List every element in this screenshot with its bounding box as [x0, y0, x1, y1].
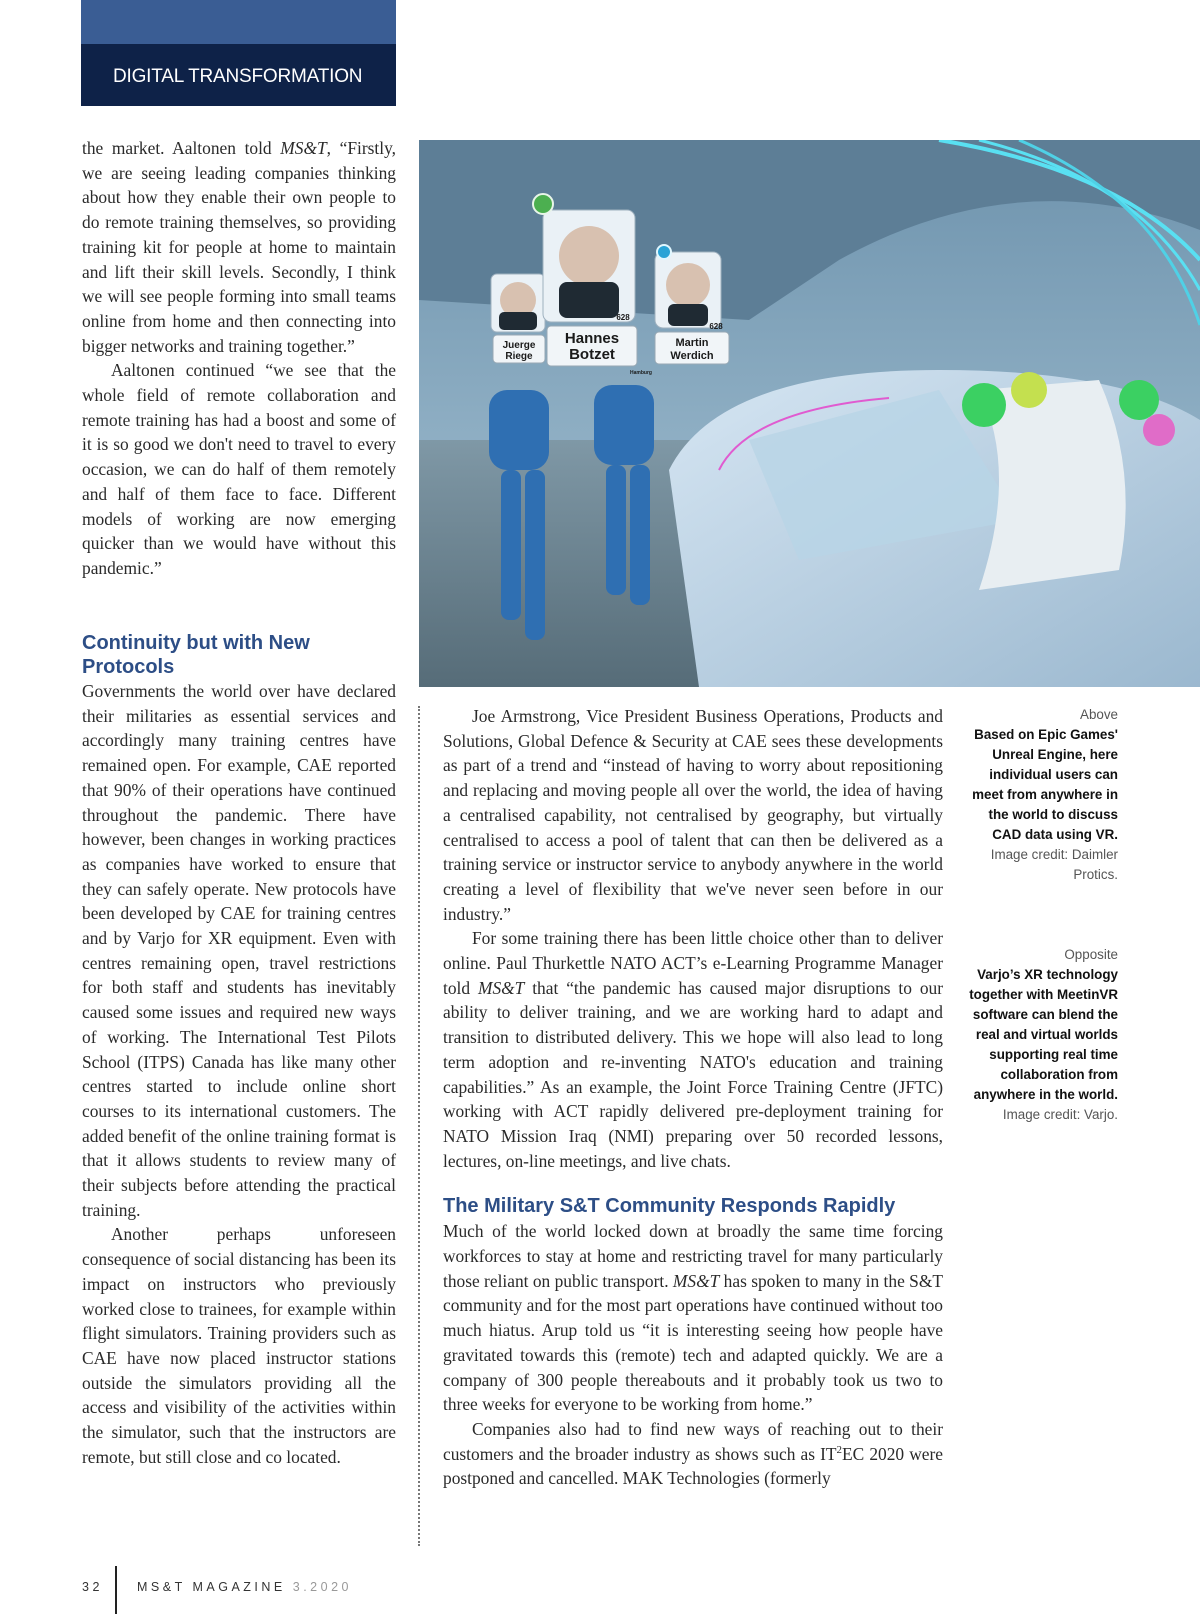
paragraph: For some training there has been little choice other than to deliver online. Paul Thurkettle NATO ACT’s e-Learning Programme Manager told MS&T that “the pandemic has caused major disruptions to our ability to deliver training, and we are working hard to adapt and transition to distributed delivery. This we hope will also lead to long term adoption and re-inventing NATO's education and training capabilities.” As an example, the Joint Force Training Centre (JFTC) working with ACT rapidly delivered pre-deployment training for NATO Mission Iraq (NMI) preparing over 50 recorded lessons, lectures, on-line meetings, and live chats.	[443, 928, 944, 1171]
paragraph: Aaltonen continued “we see that the whole field of remote collaboration and remote training has had a boost and some of it is so good we don't need to travel to every occasion, we can do half of them remotely and half of them face to face. Different models of working are now emerging quicker than we would have without this pandemic.”	[82, 360, 396, 578]
paragraph: Another perhaps unforeseen consequence of social distancing has been its impact on instructors who previously worked close to trainees, for example within flight simulators. Training providers such as CAE have now placed instructor stations outside the simulators providing all the access and visibility of the activities within the simulator, such that the instructors are remote, but still close and co located.	[82, 1224, 396, 1467]
page-footer	[82, 1566, 682, 1614]
paragraph: Companies also had to find new ways of reaching out to their customers and the broader industry as shows such as $IT^2EC$ 2020 were postponed and cancelled. MAK Technologies (formerly	[443, 1418, 943, 1489]
avatar-badge-right: 628	[709, 322, 723, 331]
subheading-continuity: Continuity but with New Protocols	[82, 632, 310, 678]
page-number: 32	[82, 1580, 103, 1594]
caption-text: Based on Epic Games' Unreal Engine, here individual users can meet from anywhere in the world to discuss CAD data using VR.	[972, 727, 1118, 842]
avatar-label-left-1: Juerge	[502, 340, 536, 351]
avatar-label-right-1: Martin	[675, 337, 709, 349]
avatar-label-center-2: Botzet	[569, 346, 615, 363]
caption-credit: Image credit: Daimler Protics.	[990, 847, 1118, 882]
caption-position: Above	[1080, 707, 1118, 722]
issue-number: 3.2020	[292, 1580, 352, 1594]
magazine-title: MS&T MAGAZINE 3.2020	[137, 1580, 352, 1594]
column-left-top	[82, 136, 396, 581]
column-divider	[418, 706, 420, 1546]
image-caption-above	[968, 705, 1118, 885]
caption-position: Opposite	[1064, 947, 1118, 962]
avatar-badge-center: 628	[616, 313, 630, 322]
caption-text: Varjo’s XR technology together with MeetinVR software can blend the real and virtual worlds supporting real time collaboration from anywhere in the world.	[969, 967, 1118, 1102]
header-bar-top	[81, 0, 396, 44]
avatar-sub-label: Hamburg	[630, 370, 652, 376]
section-title: DIGITAL TRANSFORMATION	[113, 66, 363, 87]
footer-divider	[115, 1566, 117, 1614]
image-caption-opposite	[968, 945, 1118, 1125]
subheading-military-community: The Military S&T Community Responds Rapidly	[443, 1195, 896, 1218]
paragraph: Governments the world over have declared their militaries as essential services and accordingly many training centres have remained open. For example, CAE reported that 90% of their operations have continued throughout the pandemic. There have however, been changes in working practices as companies have worked to ensure that they can safely operate. New protocols have been developed by CAE for training centres and by Varjo for XR equipment. Even with centres remaining open, travel restrictions for both staff and students has inevitably caused some issues and required new ways of working. The International Test Pilots School (ITPS) Canada has like many other centres started to include online short courses to its international customers. The added benefit of the online training format is that it allows students to review many of their subjects before attending the practical training.	[82, 681, 396, 1220]
paragraph: Joe Armstrong, Vice President Business Operations, Products and Solutions, Global Defence & Security at CAE sees these developments as part of a trend and “instead of having to worry about repositioning and replacing and moving people all over the world, the idea of having a centralised capability, not centralised by geography, but virtually centralised to access a pool of talent that can then be delivered as a training service or instructor service to anybody anywhere in the world creating a level of flexibility that we've never seen before in our industry.”	[443, 706, 943, 924]
header-bar-bottom	[81, 44, 396, 106]
section-header-bar	[81, 0, 396, 106]
column-left-bottom	[82, 679, 396, 1470]
paragraph: Much of the world locked down at broadly the same time forcing workforces to stay at home and restricting travel for many particularly those reliant on public transport. MS&T has spoken to many in the S&T community and for the most part operations have continued without too much hiatus. Arup told us “it is interesting seeing how people have gravitated towards this (remote) tech and adapted quickly. We are a company of 300 people thereabouts and it probably took us two to three weeks for everyone to be working from home.”	[443, 1221, 943, 1415]
avatar-label-right-2: Werdich	[670, 350, 714, 362]
caption-credit: Image credit: Varjo.	[1002, 1107, 1118, 1122]
avatar-label-center-1: Hannes	[564, 330, 620, 347]
avatar-label-left-2: Riege	[505, 351, 533, 362]
column-middle	[443, 704, 943, 1491]
vr-scene-illustration	[419, 140, 1200, 687]
vr-scene-image	[419, 140, 1200, 687]
paragraph: the market. Aaltonen told MS&T, “Firstly, we are seeing leading companies thinking about how they enable their own people to do remote training themselves, so providing training kit for people at home to maintain and lift their skill levels. Secondly, I think we will see people forming into small teams online from home and then connecting into bigger networks and training together.”	[82, 138, 396, 356]
